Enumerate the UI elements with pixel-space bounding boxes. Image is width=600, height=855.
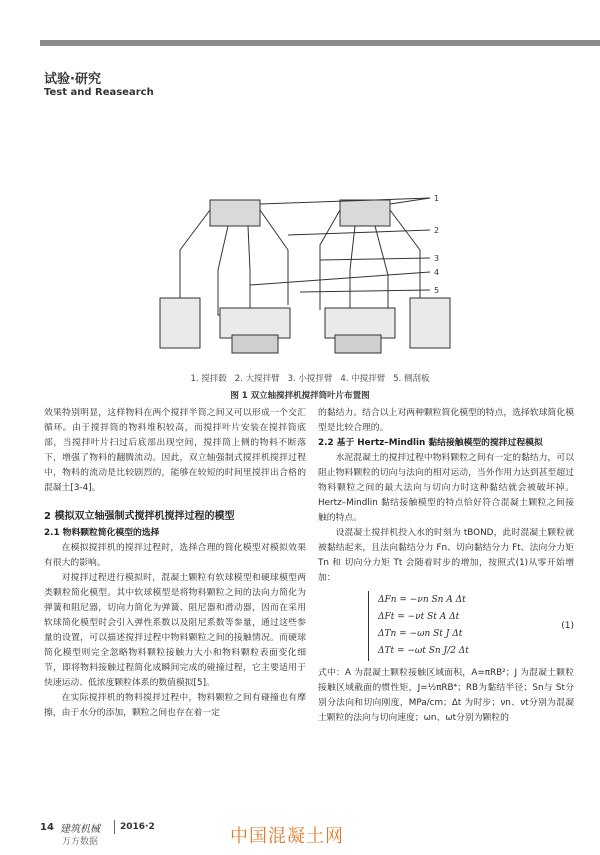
legend-item: 3. 小搅拌臂	[287, 374, 333, 384]
equation-number: (1)	[561, 620, 574, 631]
journal-name: 建筑机械	[60, 824, 100, 835]
body-paragraph: 效果特别明显，这样物料在两个搅拌半筒之间又可以形成一个交汇循环。由于搅拌筒的物料堆积较高，而搅拌叶片安装在搅拌筒底部，当搅拌叶片扫过后底部出现空间，搅拌筒上侧的物料不断落下，增强了物料的翻腾流动。因此，双立轴强制式搅拌机搅拌过程中，物料的流动是比较剧烈的，能够在较短的时间里搅拌出合格的混凝土[3-4]。	[44, 408, 306, 493]
body-paragraph: 的黏结力。结合以上对两种颗粒简化模型的特点，选择软球简化模型是比较合理的。	[318, 408, 574, 433]
body-paragraph: 在实际搅拌机的物料搅拌过程中，物料颗粒之间有碰撞也有摩擦，由于水分的添加，颗粒之间也存在着一定	[44, 693, 306, 718]
body-paragraph: 水泥混凝土的搅拌过程中物料颗粒之间有一定的黏结力，可以阻止物料颗粒的切向与法向的相对运动，当外作用力达到甚至超过物料颗粒之间的最大法向与切向力时这种黏结就会被破坏掉。Hertz–Mindlin 黏结接触模型的特点恰好符合混凝土颗粒之间接触的特点。	[318, 453, 574, 523]
figure-legend	[160, 372, 460, 384]
callout-1: 1	[434, 194, 440, 203]
left-column	[44, 406, 306, 721]
legend-item: 2. 大搅拌臂	[234, 374, 280, 384]
legend-item: 5. 侧刮板	[393, 374, 430, 384]
footer-divider	[114, 820, 115, 834]
section-title-en: Test and Reasearch	[44, 87, 154, 98]
body-paragraph: 式中：A 为混凝土颗粒接触区域面积，A=πRB²；J 为混凝土颗粒接触区域截面的惯性矩，J=½πRB⁴；RB为黏结半径；Sn与 St分别分法向和切向刚度，MPa/cm；Δt 为时步；νn、νt分别为混凝土颗粒的法向与切向速度；ωn、ωt分别为颗粒的	[318, 668, 574, 723]
body-paragraph: 对搅拌过程进行模拟时，混凝土颗粒有软球模型和硬球模型两类颗粒简化模型。其中软球模型是将物料颗粒之间的法向力简化为弹簧和阻尼器，切向力简化为弹簧、阻尼器和滑动器，因而在采用软球简化模型时会引入弹性系数以及阻尼系数等参量，通过这些参量的设置，可以描述搅拌过程中物料颗粒之间的接触情况。而硬球简化模型则完全忽略物料颗粒接触力大小和物料颗粒表面变化细节，即将物料接触过程简化成瞬间完成的碰撞过程，它主要适用于快速运动、低浓度颗粒体系的数值模拟[5]。	[44, 573, 306, 688]
figure-caption: 图 1 双立轴搅拌机搅拌筒叶片布置图	[230, 391, 370, 401]
section-title-cn: 试验·研究	[44, 72, 101, 87]
subsection-heading: 2.2 基于 Hertz–Mindlin 黏结接触模型的搅拌过程模拟	[318, 438, 543, 448]
section-heading: 2 模拟双立轴强制式搅拌机搅拌过程的模型	[44, 511, 235, 522]
equation-block	[318, 588, 574, 664]
subsection-heading: 2.1 物料颗粒简化模型的选择	[44, 528, 160, 538]
legend-item: 4. 中搅拌臂	[340, 374, 386, 384]
callout-3: 3	[434, 254, 440, 263]
callout-4: 4	[434, 268, 440, 277]
right-column	[318, 406, 574, 726]
year-issue: 2016·2	[120, 822, 155, 832]
watermark: 中国混凝土网	[230, 826, 344, 847]
mixer-blade-figure	[140, 190, 480, 370]
legend-item: 1. 搅拌毂	[190, 374, 227, 384]
equation-line: ΔFt = −νt St A Δt	[378, 612, 460, 622]
callout-5: 5	[434, 286, 440, 295]
body-paragraph: 设混凝土搅拌机投入水的时刻为 tBOND，此时混凝土颗粒就被黏结起来，且法向黏结分力 Fn、切向黏结分力 Ft、法向分力矩 Tn 和 切向分力矩 Tt 会随着时步的增加，按照式(1)从零开始增加：	[318, 528, 574, 583]
callout-2: 2	[434, 226, 440, 235]
equation-line: ΔFn = −νn Sn A Δt	[378, 595, 466, 605]
wanfang-mark: 万方数据	[62, 837, 99, 847]
page-number: 14	[40, 822, 54, 833]
body-paragraph: 在模拟搅拌机的搅拌过程时，选择合理的简化模型对模拟效果有很大的影响。	[44, 543, 306, 568]
equation-line: ΔTn = −ωn St J Δt	[378, 629, 463, 639]
equation-line: ΔTt = −ωt Sn J/2 Δt	[378, 646, 469, 656]
header-rule	[40, 40, 600, 46]
